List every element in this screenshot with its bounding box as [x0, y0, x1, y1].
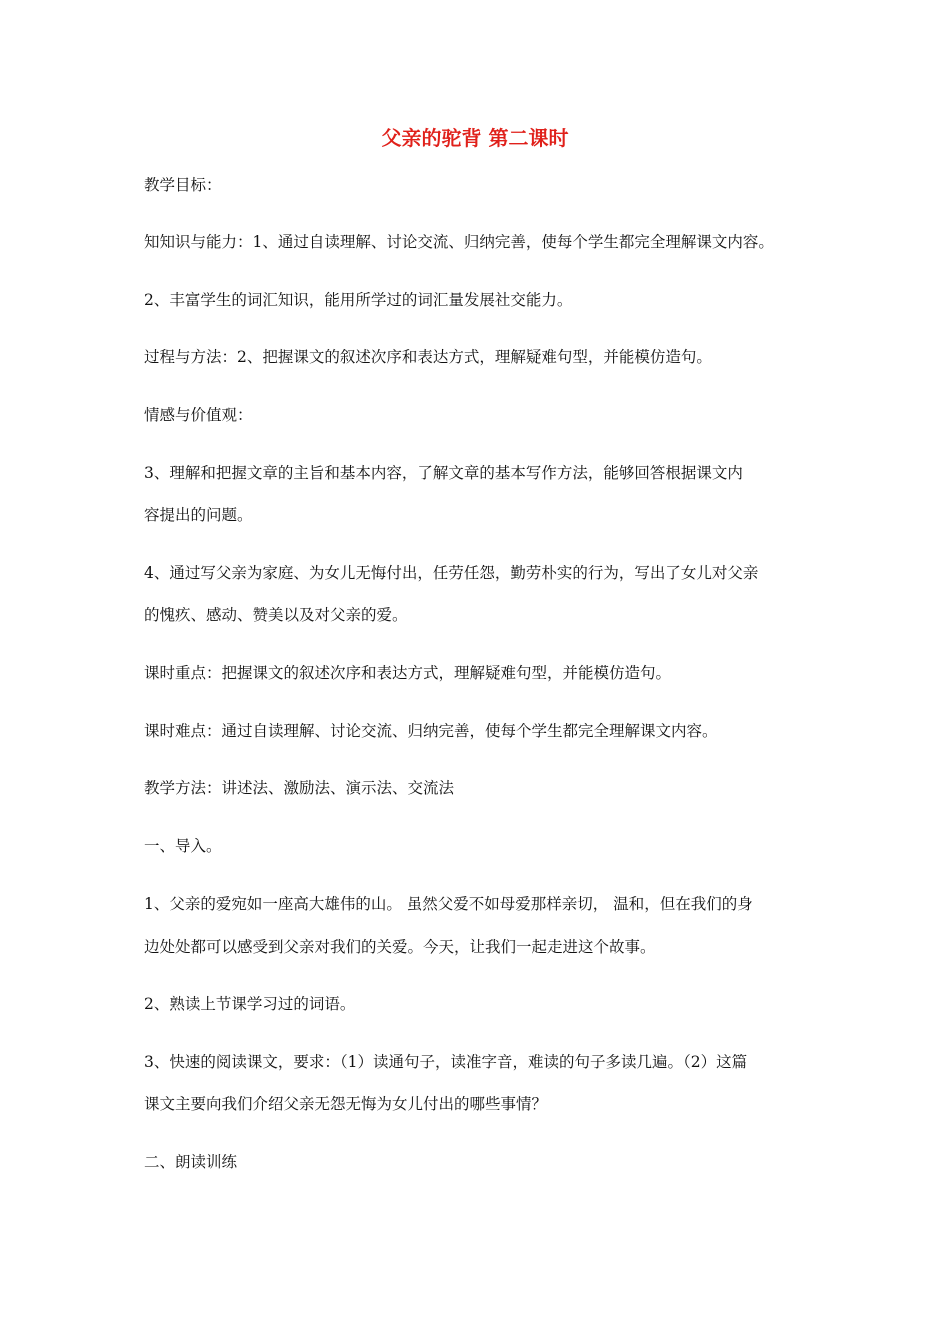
lesson-key-point: 课时重点：把握课文的叙述次序和表达方式，理解疑难句型，并能模仿造句。	[144, 664, 672, 682]
section-teaching-objectives-label: 教学目标：	[144, 176, 222, 194]
objective-father-line-1: 4、通过写父亲为家庭、为女儿无悔付出，任劳任怨，勤劳朴实的行为，写出了女儿对父亲	[144, 564, 759, 582]
intro-item-1-line-1: 1、父亲的爱宛如一座高大雄伟的山。 虽然父爱不如母爱那样亲切， 温和，但在我们的身	[144, 895, 753, 913]
intro-item-3-line-1: 3、快速的阅读课文，要求：（1）读通句子，读准字音，难读的句子多读几遍。（2）这篇	[144, 1053, 748, 1071]
objective-process-method: 过程与方法：2、把握课文的叙述次序和表达方式，理解疑难句型，并能模仿造句。	[144, 348, 712, 366]
objective-theme-line-1: 3、理解和把握文章的主旨和基本内容，了解文章的基本写作方法，能够回答根据课文内	[144, 464, 743, 482]
document-title: 父亲的驼背 第二课时	[381, 126, 569, 150]
objective-knowledge-ability: 知知识与能力：1、通过自读理解、讨论交流、归纳完善，使每个学生都完全理解课文内容。	[144, 233, 774, 251]
objective-theme-line-2: 容提出的问题。	[144, 506, 253, 524]
objective-vocabulary: 2、丰富学生的词汇知识，能用所学过的词汇量发展社交能力。	[144, 291, 573, 309]
intro-item-1-line-2: 边处处都可以感受到父亲对我们的关爱。今天，让我们一起走进这个故事。	[144, 938, 656, 956]
intro-item-3-line-2: 课文主要向我们介绍父亲无怨无悔为女儿付出的哪些事情？	[144, 1095, 548, 1113]
section-emotion-values-label: 情感与价值观：	[144, 406, 253, 424]
lesson-difficulty: 课时难点：通过自读理解、讨论交流、归纳完善，使每个学生都完全理解课文内容。	[144, 722, 718, 740]
objective-father-line-2: 的愧疚、感动、赞美以及对父亲的爱。	[144, 606, 408, 624]
intro-item-2: 2、熟读上节课学习过的词语。	[144, 995, 356, 1013]
section-introduction-heading: 一、导入。	[144, 837, 222, 855]
teaching-methods: 教学方法：讲述法、激励法、演示法、交流法	[144, 779, 455, 797]
section-reading-training-heading: 二、朗读训练	[144, 1153, 238, 1171]
